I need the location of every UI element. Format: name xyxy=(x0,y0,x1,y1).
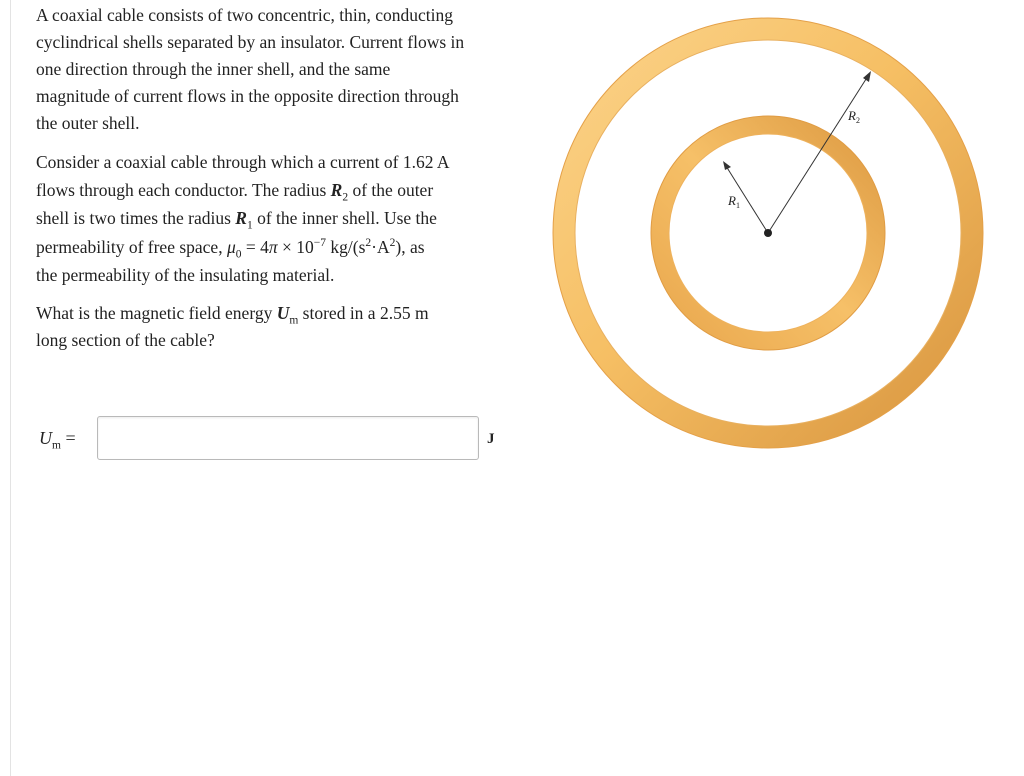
text-run: shell is two times the radius xyxy=(36,208,236,229)
answer-row xyxy=(36,416,506,462)
text-run: ), as xyxy=(395,236,425,257)
text-run: kg/(s xyxy=(326,236,366,257)
intro-line: cyclindrical shells separated by an insulator. Current flows in xyxy=(36,32,465,52)
text-run: the permeability of the insulating material. xyxy=(36,264,335,285)
text-run: of the inner shell. Use the xyxy=(252,208,437,229)
r1-label: $R_1$ xyxy=(728,193,740,210)
given-values-paragraph xyxy=(36,148,516,289)
exponent: 2 xyxy=(365,236,372,249)
mu-subscript: 0 xyxy=(235,248,242,261)
center-point xyxy=(764,229,772,237)
coaxial-cable-diagram xyxy=(526,0,1024,470)
intro-line: one direction through the inner shell, and the same xyxy=(36,59,391,79)
text-run: = 4 xyxy=(241,236,269,257)
r2-arrowhead xyxy=(863,71,871,82)
text-run: stored in a 2.55 m xyxy=(298,303,429,324)
answer-subscript: m xyxy=(52,439,61,452)
text-run: ·A xyxy=(371,236,390,257)
r2-label: $R_2$ xyxy=(848,108,860,125)
intro-line: A coaxial cable consists of two concentric, thin, conducting xyxy=(36,5,453,25)
answer-symbol: U xyxy=(39,428,52,448)
intro-paragraph xyxy=(36,2,516,137)
left-border-line xyxy=(10,0,11,776)
diagram-svg xyxy=(526,0,1024,470)
text-run: Consider a coaxial cable through which a current of 1.62 A xyxy=(36,152,450,172)
answer-input[interactable] xyxy=(97,416,479,460)
text-run: flows through each conductor. The radius xyxy=(36,180,331,201)
answer-unit: J xyxy=(487,431,495,447)
exponent: 2 xyxy=(389,236,396,249)
question-text xyxy=(36,0,516,354)
r1-arrowhead xyxy=(723,161,731,170)
question-paragraph xyxy=(36,300,516,354)
exponent: −7 xyxy=(313,236,327,249)
r2-subscript: 2 xyxy=(342,191,349,204)
text-run: × 10 xyxy=(277,236,314,257)
text-run: What is the magnetic field energy xyxy=(36,303,277,324)
equals-sign: = xyxy=(65,428,76,448)
intro-line: magnitude of current flows in the opposite direction through xyxy=(36,86,459,106)
pi-symbol: π xyxy=(268,236,278,257)
um-symbol: U xyxy=(276,303,290,324)
text-run: permeability of free space, xyxy=(36,236,227,257)
r2-symbol: R xyxy=(330,180,343,201)
answer-label xyxy=(39,428,76,452)
mu-symbol: μ xyxy=(226,236,236,257)
um-subscript: m xyxy=(289,314,299,327)
r1-symbol: R xyxy=(235,208,247,229)
intro-line: the outer shell. xyxy=(36,113,140,133)
r1-subscript: 1 xyxy=(246,219,253,232)
text-run: of the outer xyxy=(348,180,434,201)
text-run: long section of the cable? xyxy=(36,330,215,351)
